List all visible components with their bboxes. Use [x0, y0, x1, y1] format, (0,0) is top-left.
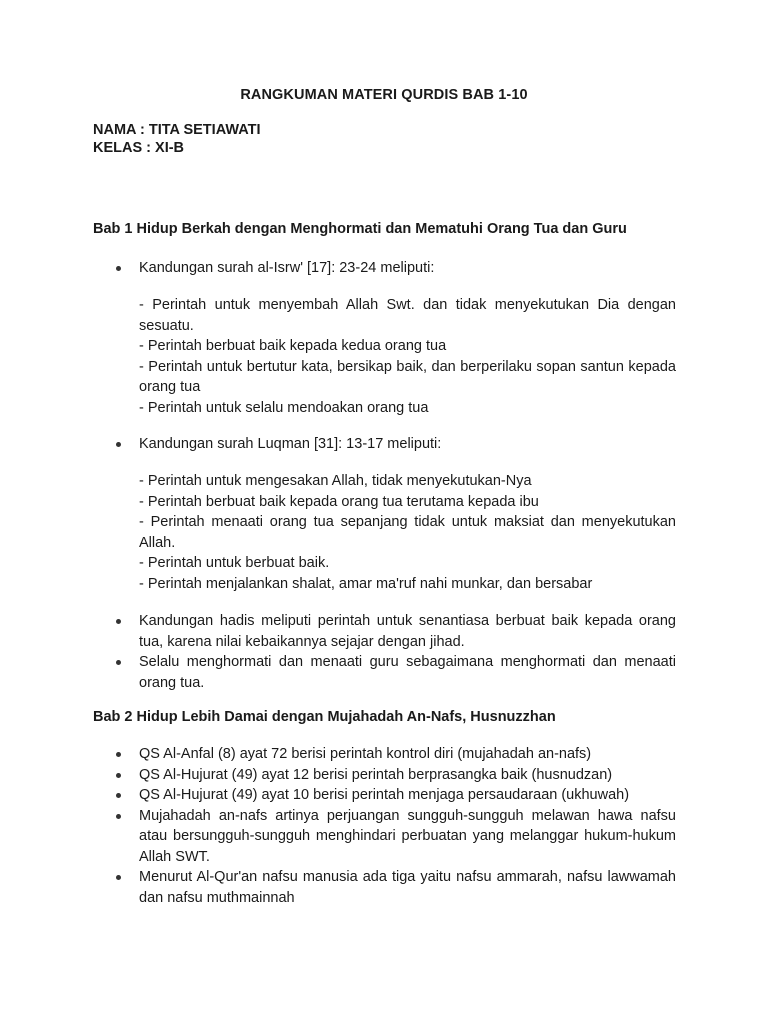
detail-line: - Perintah untuk menyembah Allah Swt. dan tidak menyekutukan Dia dengan sesuatu.: [139, 297, 676, 334]
list-item: Kandungan hadis meliputi perintah untuk senantiasa berbuat baik kepada orang tua, karena nilai kebaikannya sejajar dengan jihad.: [93, 611, 676, 652]
detail-line: - Perintah untuk bertutur kata, bersikap baik, dan berperilaku sopan santun kepada orang tua: [139, 358, 676, 395]
list-item: QS Al-Hujurat (49) ayat 12 berisi perintah berprasangka baik (husnudzan): [93, 765, 676, 786]
list-item: QS Al-Hujurat (49) ayat 10 berisi perintah menjaga persaudaraan (ukhuwah): [93, 785, 676, 806]
bullet-icon: [116, 660, 121, 665]
detail-line: - Perintah menjalankan shalat, amar ma'ruf nahi munkar, dan bersabar: [139, 575, 593, 592]
detail-line: - Perintah untuk berbuat baik.: [139, 555, 330, 571]
detail-line: - Perintah untuk mengesakan Allah, tidak menyekutukan-Nya: [139, 473, 532, 489]
bab2-list: [93, 744, 676, 908]
bab1-heading: Bab 1 Hidup Berkah dengan Menghormati dan Mematuhi Orang Tua dan Guru: [93, 221, 627, 237]
bullet-icon: [116, 793, 121, 798]
list-item: Selalu menghormati dan menaati guru sebagaimana menghormati dan menaati orang tua.: [93, 652, 676, 693]
bullet-icon: [116, 814, 121, 819]
detail-line: - Perintah menaati orang tua sepanjang tidak untuk maksiat dan menyekutukan Allah.: [139, 514, 676, 551]
detail-line: - Perintah berbuat baik kepada kedua orang tua: [139, 338, 447, 354]
detail-line: - Perintah berbuat baik kepada orang tua terutama kepada ibu: [139, 493, 539, 510]
bullet-icon: [116, 266, 121, 271]
bab1-bullet-2: [93, 434, 676, 455]
bullet-icon: [116, 442, 121, 447]
list-item: Kandungan surah Luqman [31]: 13-17 meliputi:: [93, 434, 676, 455]
list-item: Kandungan surah al-Isrw' [17]: 23-24 meliputi:: [93, 258, 676, 279]
bab2-heading: Bab 2 Hidup Lebih Damai dengan Mujahadah An-Nafs, Husnuzzhan: [93, 709, 556, 725]
student-info: [93, 121, 261, 157]
bab1-bullet-2-details: [139, 471, 676, 594]
bullet-icon: [116, 752, 121, 757]
bullet-icon: [116, 875, 121, 880]
bullet-icon: [116, 619, 121, 624]
detail-line: - Perintah untuk selalu mendoakan orang tua: [139, 399, 429, 416]
bab1-bullet-1: [93, 258, 676, 279]
bab1-bullet-1-details: [139, 295, 676, 418]
document-title: RANGKUMAN MATERI QURDIS BAB 1-10: [240, 87, 528, 103]
list-item: QS Al-Anfal (8) ayat 72 berisi perintah kontrol diri (mujahadah an-nafs): [93, 744, 676, 765]
list-item: Menurut Al-Qur'an nafsu manusia ada tiga yaitu nafsu ammarah, nafsu lawwamah dan nafsu muthmainnah: [93, 867, 676, 908]
name-line: NAMA : TITA SETIAWATI: [93, 122, 261, 138]
class-line: KELAS : XI-B: [93, 140, 185, 156]
list-item: Mujahadah an-nafs artinya perjuangan sungguh-sungguh melawan hawa nafsu atau bersungguh-sungguh menghindari perbuatan yang melanggar hukum-hukum Allah SWT.: [93, 806, 676, 868]
bab1-bullets-3-4: [93, 611, 676, 693]
bullet-icon: [116, 773, 121, 778]
